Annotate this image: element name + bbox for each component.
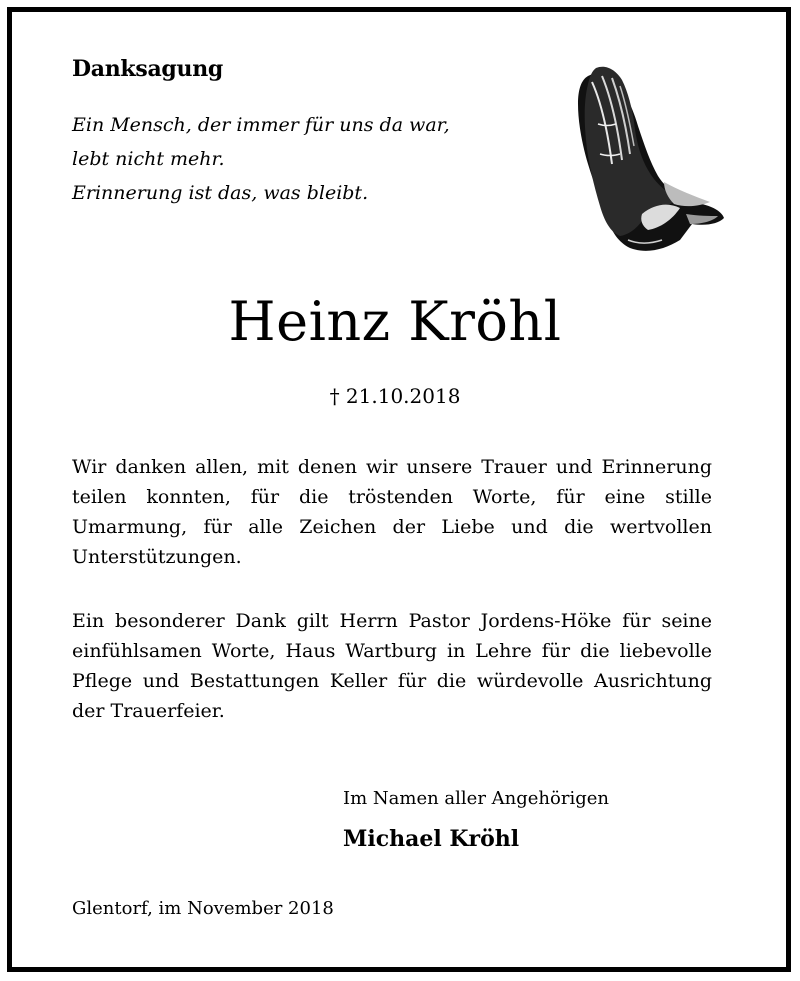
thanks-paragraph: Wir danken allen, mit denen wir unsere Trauer und Erinnerung teilen konnten, für die tröstenden Worte, für eine stille Umarmung, für alle Zeichen der Liebe und die wertvollen Unterstützungen. <box>72 456 712 568</box>
notice-heading: Danksagung <box>72 56 223 82</box>
special-thanks-paragraph: Ein besonderer Dank gilt Herrn Pastor Jordens-Höke für seine einfühlsamen Worte, Haus Wartburg in Lehre für die liebevolle Pflege und Bestattungen Keller für die würdevolle Ausrichtung der Trauerfeier. <box>72 610 712 722</box>
verse-line: Erinnerung ist das, was bleibt. <box>72 182 369 204</box>
verse-block <box>72 108 450 210</box>
signoff: Im Namen aller Angehörigen <box>343 788 609 809</box>
verse-line: lebt nicht mehr. <box>72 148 225 170</box>
signer-name: Michael Kröhl <box>343 826 520 852</box>
praying-hands-icon <box>568 64 726 260</box>
deceased-name: Heinz Kröhl <box>228 290 562 353</box>
death-date: † 21.10.2018 <box>329 384 461 408</box>
verse-line: Ein Mensch, der immer für uns da war, <box>72 114 450 136</box>
place-date: Glentorf, im November 2018 <box>72 898 334 919</box>
